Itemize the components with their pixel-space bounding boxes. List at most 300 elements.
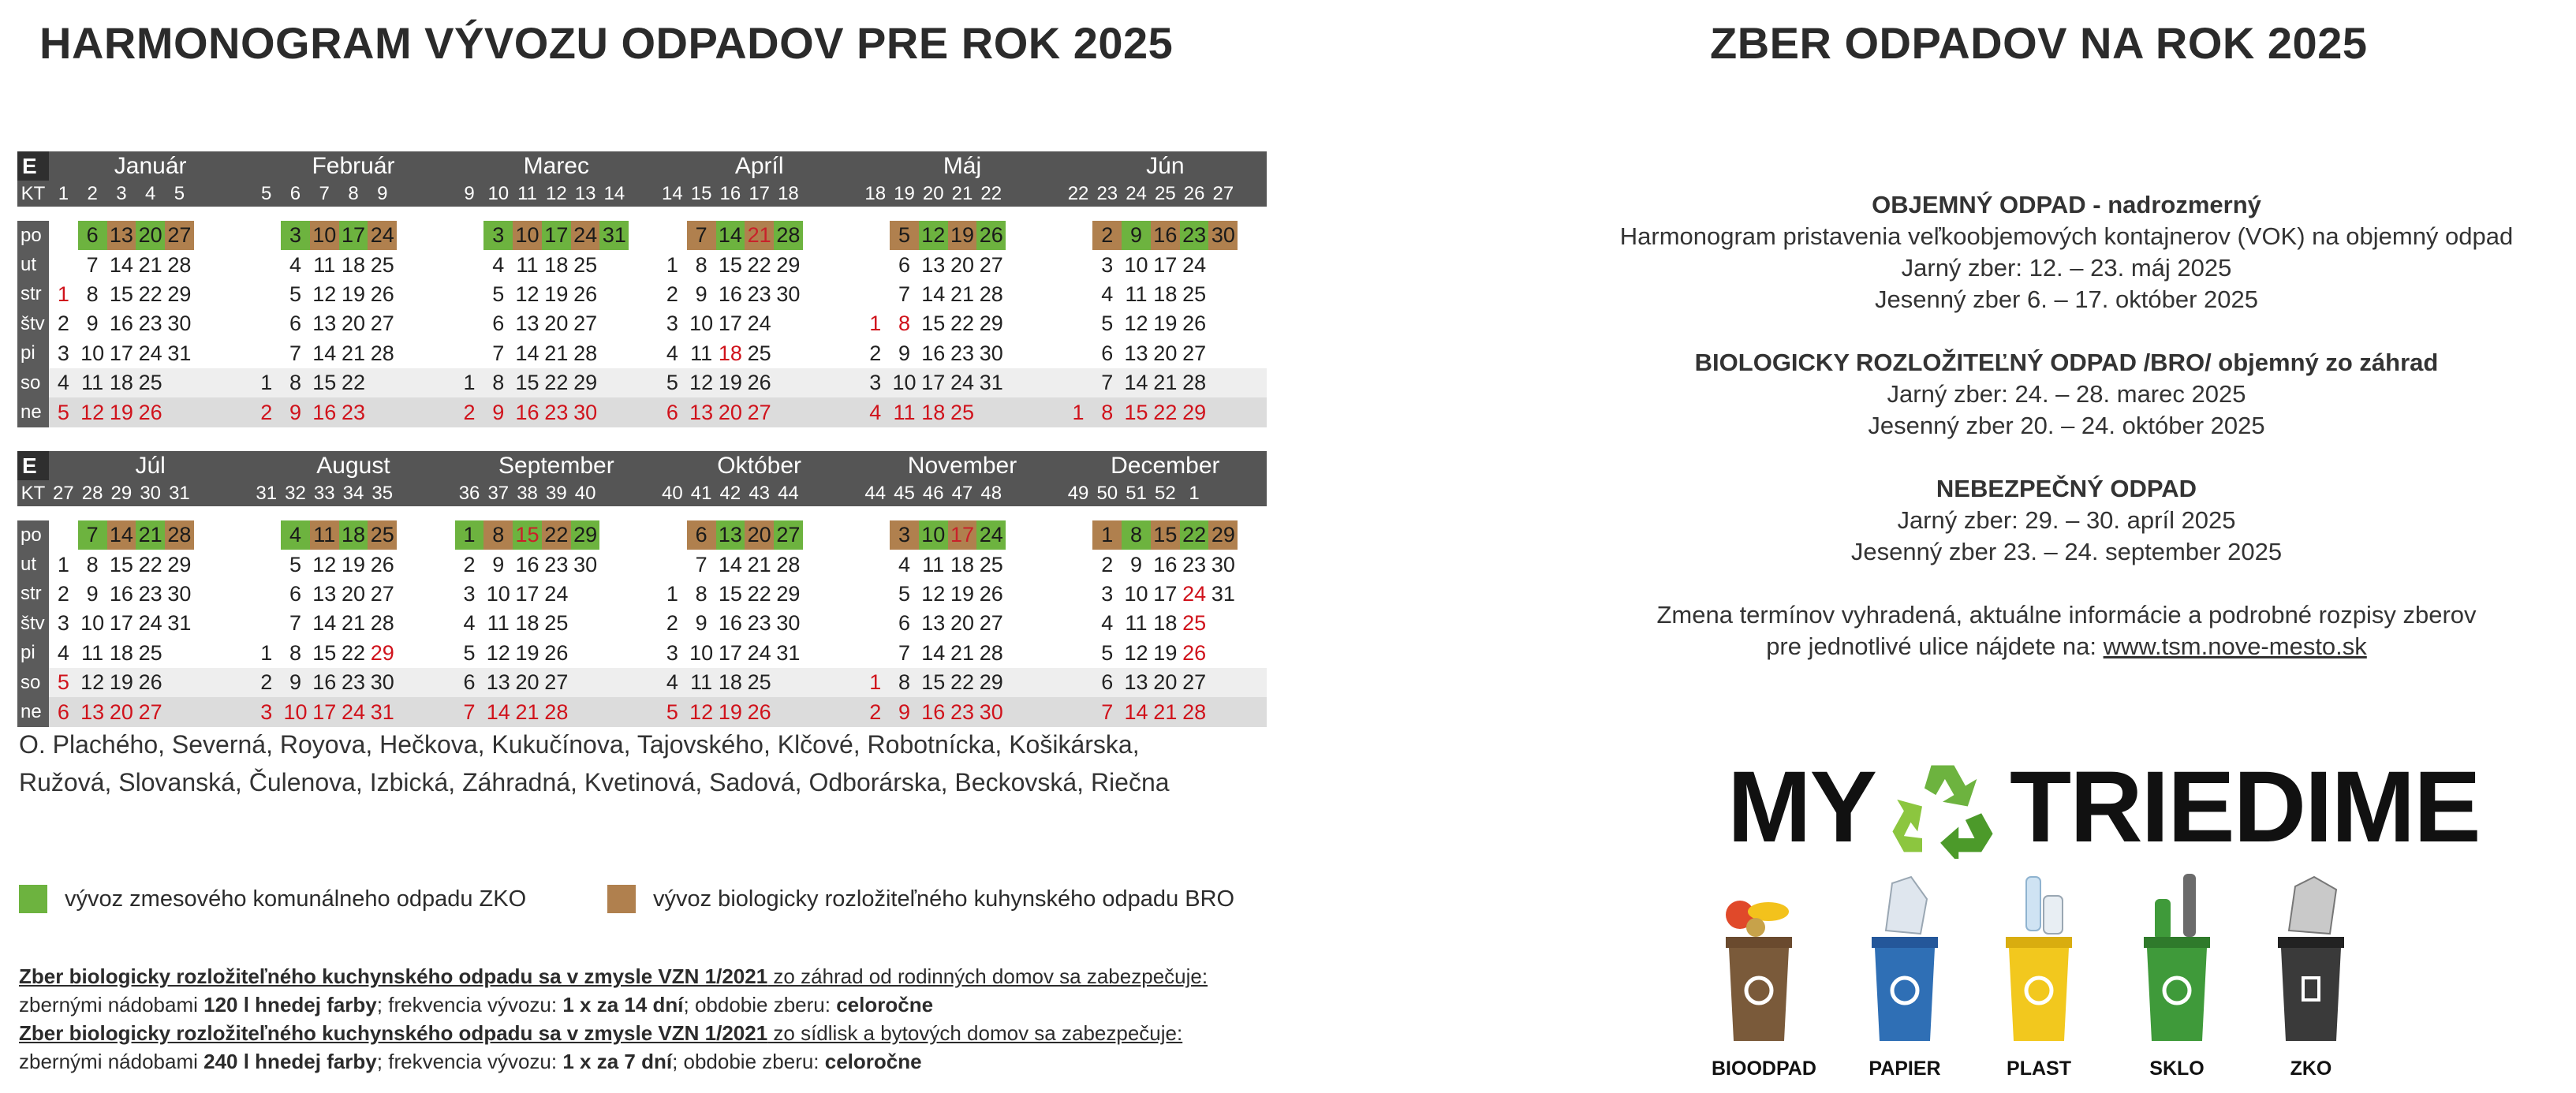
calendar-day <box>1208 639 1238 668</box>
week-number: 2 <box>78 181 107 207</box>
calendar-day: 1 <box>455 368 484 397</box>
week-gap <box>629 181 658 207</box>
week-number: 34 <box>339 480 368 506</box>
calendar-day <box>1208 339 1238 368</box>
week-gap <box>223 250 252 279</box>
calendar-day <box>252 580 281 609</box>
calendar-day: 17 <box>718 311 742 336</box>
week-gap <box>1035 520 1064 550</box>
calendar-day: 21 <box>745 221 774 250</box>
week-number: 44 <box>861 480 890 506</box>
calendar-day <box>658 550 687 579</box>
week-number <box>803 181 832 207</box>
calendar-day: 1 <box>57 552 69 576</box>
calendar-day <box>194 550 223 579</box>
logo-text-triedime: TRIEDIME <box>2010 751 2480 864</box>
calendar-day: 11 <box>1125 611 1148 636</box>
bulky-waste-section <box>1499 189 2576 315</box>
week-gap <box>1035 668 1064 697</box>
week-number: 16 <box>716 181 745 207</box>
calendar-day <box>976 397 1006 427</box>
week-number: 48 <box>976 480 1006 506</box>
calendar-day: 10 <box>80 341 105 365</box>
calendar-day: 14 <box>107 520 136 550</box>
calendar-day: 23 <box>1180 221 1209 250</box>
calendar-day: 19 <box>716 697 745 726</box>
calendar-day: 15 <box>1122 397 1151 427</box>
calendar-day: 24 <box>138 341 162 365</box>
calendar-day: 28 <box>370 611 394 636</box>
calendar-day: 9 <box>695 611 707 636</box>
calendar-day: 22 <box>341 640 366 665</box>
calendar-day: 27 <box>1180 668 1209 697</box>
week-number: 44 <box>774 480 803 506</box>
week-gap <box>1238 550 1267 579</box>
calendar-day <box>571 668 600 697</box>
calendar-day: 20 <box>1153 341 1178 365</box>
calendar-day: 14 <box>515 341 539 365</box>
calendar-day: 29 <box>776 252 801 277</box>
calendar-day: 26 <box>370 282 394 306</box>
week-gap <box>629 668 658 697</box>
calendar-day: 6 <box>289 581 301 606</box>
week-number: 4 <box>136 181 165 207</box>
week-gap <box>1035 250 1064 279</box>
kt-label: KT <box>17 181 49 207</box>
calendar-day: 6 <box>455 668 484 697</box>
week-number: 23 <box>1092 181 1122 207</box>
calendar-day: 25 <box>747 341 771 365</box>
week-gap <box>223 339 252 368</box>
paper-bin-icon <box>1857 867 1952 1049</box>
calendar-day <box>1064 639 1093 668</box>
calendar-day <box>252 221 281 250</box>
calendar-day: 16 <box>310 668 339 697</box>
calendar-day: 11 <box>487 611 510 636</box>
calendar-day: 2 <box>252 397 281 427</box>
week-number: 1 <box>1180 480 1209 506</box>
week-gap <box>629 309 658 338</box>
calendar-day: 15 <box>919 668 948 697</box>
week-gap <box>426 280 455 309</box>
calendar-day: 5 <box>49 397 78 427</box>
calendar-day <box>803 520 832 550</box>
calendar-day: 4 <box>57 640 69 665</box>
calendar-day <box>194 639 223 668</box>
calendar-day: 4 <box>666 341 678 365</box>
calendar-day <box>803 609 832 638</box>
calendar-day: 23 <box>542 397 571 427</box>
week-gap <box>832 181 861 207</box>
calendar-day: 15 <box>310 368 339 397</box>
calendar-day: 5 <box>1101 640 1114 665</box>
week-gap <box>832 280 861 309</box>
calendar-day: 5 <box>898 581 910 606</box>
week-gap <box>1238 280 1267 309</box>
calendar-day <box>397 368 426 397</box>
bin-label: BIOODPAD <box>1712 1058 1816 1080</box>
week-gap <box>629 250 658 279</box>
calendar-day <box>397 580 426 609</box>
month-name: Máj <box>861 151 1063 181</box>
calendar-day <box>599 397 629 427</box>
calendar-day: 12 <box>1124 311 1148 336</box>
calendar-day: 8 <box>1092 397 1122 427</box>
section-line: Jarný zber: 29. – 30. apríl 2025 <box>1897 506 2236 534</box>
calendar-day: 9 <box>86 581 99 606</box>
week-gap <box>832 339 861 368</box>
calendar-day <box>571 580 600 609</box>
calendar-day: 13 <box>312 311 337 336</box>
calendar-day: 14 <box>1122 368 1151 397</box>
calendar-day: 21 <box>138 252 162 277</box>
calendar-day: 25 <box>136 368 165 397</box>
week-number: 38 <box>513 480 542 506</box>
calendar-day: 26 <box>745 368 774 397</box>
calendar-day: 31 <box>167 611 192 636</box>
calendar-day <box>397 668 426 697</box>
week-gap <box>832 309 861 338</box>
calendar-day: 18 <box>950 552 975 576</box>
calendar-day <box>397 221 426 250</box>
calendar-day: 6 <box>658 397 687 427</box>
calendar-day <box>1064 520 1093 550</box>
calendar-day: 30 <box>1211 552 1235 576</box>
calendar-day: 1 <box>666 252 678 277</box>
info-line: pre jednotlivé ulice nájdete na: www.tsm.nove-mesto.sk <box>1766 632 2367 660</box>
week-number: 9 <box>368 181 397 207</box>
calendar-day <box>252 550 281 579</box>
week-gap <box>629 280 658 309</box>
calendar-day <box>252 250 281 279</box>
week-number: 14 <box>658 181 687 207</box>
calendar-day <box>861 580 890 609</box>
note-line: Zber biologicky rozložiteľného kuchynského odpadu sa v zmysle VZN 1/2021 zo sídlisk a bytových domov sa zabezpečuje: <box>19 1021 1183 1045</box>
week-gap <box>223 221 252 250</box>
week-number <box>397 480 426 506</box>
website-link[interactable]: www.tsm.nove-mesto.sk <box>2103 632 2367 660</box>
calendar-day <box>194 309 223 338</box>
calendar-day: 20 <box>136 221 165 250</box>
calendar-day: 20 <box>950 252 975 277</box>
brown-swatch <box>607 885 636 913</box>
calendar-day: 27 <box>979 611 1003 636</box>
calendar-day: 14 <box>716 221 745 250</box>
calendar-day: 17 <box>515 581 539 606</box>
section-title: OBJEMNÝ ODPAD - nadrozmerný <box>1872 191 2261 218</box>
calendar-day: 29 <box>571 368 600 397</box>
calendar-day <box>1064 309 1093 338</box>
calendar-day <box>194 280 223 309</box>
week-gap <box>832 639 861 668</box>
week-gap <box>832 368 861 397</box>
calendar-day: 17 <box>948 520 977 550</box>
calendar-day: 13 <box>921 611 946 636</box>
calendar-day <box>1064 221 1093 250</box>
calendar-day: 15 <box>718 581 742 606</box>
calendar-day: 5 <box>289 282 301 306</box>
calendar-day: 29 <box>776 581 801 606</box>
calendar-day <box>599 697 629 726</box>
day-label: so <box>17 368 49 397</box>
calendar-day: 1 <box>57 282 69 306</box>
week-number: 26 <box>1180 181 1209 207</box>
calendar-day: 24 <box>747 640 771 665</box>
calendar-day: 9 <box>492 552 505 576</box>
calendar-day: 8 <box>890 668 919 697</box>
calendar-day: 17 <box>339 221 368 250</box>
calendar-day: 27 <box>1182 341 1207 365</box>
calendar-day: 23 <box>138 311 162 336</box>
calendar-day: 22 <box>138 552 162 576</box>
week-number: 22 <box>1064 181 1093 207</box>
week-gap <box>1035 550 1064 579</box>
month-name: August <box>252 451 454 480</box>
calendar-day <box>1208 697 1238 726</box>
calendar-day: 13 <box>483 668 513 697</box>
week-gap <box>1238 480 1267 506</box>
calendar-day: 10 <box>689 311 714 336</box>
calendar-day: 6 <box>49 697 78 726</box>
week-gap <box>1238 221 1267 250</box>
calendar-day: 2 <box>861 697 890 726</box>
calendar-day <box>861 250 890 279</box>
calendar-day: 11 <box>687 668 716 697</box>
calendar-day: 28 <box>774 221 803 250</box>
calendar-day <box>774 697 803 726</box>
week-gap <box>1238 697 1267 726</box>
calendar-day: 10 <box>80 611 105 636</box>
calendar-day <box>803 309 832 338</box>
info-line: Zmena termínov vyhradená, aktuálne informácie a podrobné rozpisy zberov <box>1656 601 2477 629</box>
calendar-day: 1 <box>252 368 281 397</box>
calendar-day: 27 <box>370 581 394 606</box>
calendar-day: 23 <box>948 697 977 726</box>
calendar-day <box>599 368 629 397</box>
calendar-day: 14 <box>921 640 946 665</box>
week-number: 36 <box>455 480 484 506</box>
calendar-day: 8 <box>483 368 513 397</box>
calendar-day <box>455 221 484 250</box>
recycle-icon <box>1883 756 2002 859</box>
calendar-day: 4 <box>1101 611 1114 636</box>
week-number: 8 <box>339 181 368 207</box>
week-gap <box>1035 397 1064 427</box>
calendar-day: 22 <box>950 311 975 336</box>
week-number <box>1006 181 1035 207</box>
calendar-day <box>194 609 223 638</box>
calendar-day: 7 <box>86 252 99 277</box>
month-name: Október <box>658 451 861 480</box>
calendar-day: 16 <box>515 552 539 576</box>
calendar-day: 26 <box>544 640 569 665</box>
note-line: Zber biologicky rozložiteľného kuchynského odpadu sa v zmysle VZN 1/2021 zo záhrad od rodinných domov sa zabezpečuje: <box>19 964 1208 988</box>
week-number: 9 <box>455 181 484 207</box>
week-number: 1 <box>49 181 78 207</box>
week-gap <box>426 368 455 397</box>
calendar-day: 15 <box>109 282 133 306</box>
week-number: 14 <box>599 181 629 207</box>
calendar-day <box>599 639 629 668</box>
calendar-day: 7 <box>1092 697 1122 726</box>
calendar-day: 29 <box>167 552 192 576</box>
calendar-day: 7 <box>78 520 107 550</box>
week-gap <box>1035 309 1064 338</box>
week-gap <box>223 520 252 550</box>
calendar-day <box>455 339 484 368</box>
calendar-day: 14 <box>109 252 133 277</box>
calendar-day <box>49 520 78 550</box>
week-gap <box>426 309 455 338</box>
calendar-day: 27 <box>370 311 394 336</box>
calendar-day: 18 <box>341 252 366 277</box>
calendar-day: 18 <box>109 640 133 665</box>
legend-zko-label: vývoz zmesového komunálneho odpadu ZKO <box>65 886 527 912</box>
week-gap <box>223 668 252 697</box>
calendar-day: 8 <box>695 252 707 277</box>
calendar-day: 20 <box>107 697 136 726</box>
calendar-day: 1 <box>260 640 273 665</box>
calendar-day <box>165 668 194 697</box>
bin-sklo <box>2130 867 2224 1080</box>
bin-label: SKLO <box>2149 1058 2205 1080</box>
calendar-day: 12 <box>486 640 510 665</box>
calendar-day: 30 <box>976 697 1006 726</box>
calendar-day <box>397 550 426 579</box>
calendar-day <box>194 339 223 368</box>
calendar-day: 16 <box>1153 552 1178 576</box>
calendar-day: 27 <box>745 397 774 427</box>
calendar-day <box>1064 339 1093 368</box>
calendar-day <box>397 280 426 309</box>
calendar-day <box>397 697 426 726</box>
calendar-day: 7 <box>898 282 910 306</box>
calendar-day: 25 <box>948 397 977 427</box>
calendar-day: 28 <box>542 697 571 726</box>
calendar-day: 6 <box>1092 668 1122 697</box>
week-gap <box>426 339 455 368</box>
calendar-day: 24 <box>1182 252 1207 277</box>
calendar-day <box>803 280 832 309</box>
calendar-day <box>1064 609 1093 638</box>
calendar-day: 22 <box>1180 520 1209 550</box>
week-gap <box>1238 309 1267 338</box>
calendar-day: 1 <box>869 311 882 336</box>
week-gap <box>629 397 658 427</box>
calendar-day: 21 <box>950 282 975 306</box>
section-line: Jarný zber: 12. – 23. máj 2025 <box>1901 254 2232 282</box>
week-gap <box>223 697 252 726</box>
my-triedime-logo <box>1727 749 2480 865</box>
calendar-day: 25 <box>370 252 394 277</box>
calendar-day: 27 <box>542 668 571 697</box>
calendar-day: 4 <box>289 252 301 277</box>
calendar-day: 11 <box>313 252 336 277</box>
week-number: 30 <box>136 480 165 506</box>
week-number: 35 <box>368 480 397 506</box>
calendar-day: 7 <box>1092 368 1122 397</box>
calendar-day: 16 <box>310 397 339 427</box>
calendar-day <box>397 309 426 338</box>
calendar-day <box>455 250 484 279</box>
section-line: Jarný zber: 24. – 28. marec 2025 <box>1887 380 2246 408</box>
calendar-day <box>803 580 832 609</box>
calendar-day: 24 <box>544 581 569 606</box>
street-list-line: O. Plachého, Severná, Royova, Hečkova, Kukučínova, Tajovského, Klčové, Robotnícka, Košikárska, <box>19 730 1140 759</box>
calendar-day: 3 <box>1101 581 1114 606</box>
calendar-day: 26 <box>573 282 598 306</box>
calendar-day: 13 <box>716 520 745 550</box>
week-number: 33 <box>310 480 339 506</box>
week-gap <box>1035 181 1064 207</box>
week-number <box>1208 480 1238 506</box>
week-number: 39 <box>542 480 571 506</box>
day-label: ut <box>17 250 49 279</box>
calendar-day: 29 <box>1208 520 1238 550</box>
calendar-day: 5 <box>49 668 78 697</box>
calendar-day: 11 <box>78 368 107 397</box>
calendar-day <box>803 368 832 397</box>
calendar-day: 11 <box>516 252 539 277</box>
calendar-day <box>397 639 426 668</box>
calendar-day <box>194 697 223 726</box>
section-line: Jesenný zber 20. – 24. október 2025 <box>1868 412 2265 439</box>
calendar-day: 8 <box>695 581 707 606</box>
calendar-day: 21 <box>544 341 569 365</box>
calendar-day: 15 <box>109 552 133 576</box>
day-label: štv <box>17 309 49 338</box>
calendar-day <box>803 639 832 668</box>
mixed-waste-bin-icon <box>2264 867 2358 1049</box>
calendar-day: 20 <box>716 397 745 427</box>
week-gap <box>223 580 252 609</box>
calendar-day <box>165 639 194 668</box>
calendar-day: 26 <box>745 697 774 726</box>
bin-label: PAPIER <box>1869 1058 1941 1080</box>
calendar-day: 31 <box>167 341 192 365</box>
week-gap <box>1238 609 1267 638</box>
week-gap <box>629 580 658 609</box>
calendar-day <box>1064 280 1093 309</box>
calendar-day <box>1208 250 1238 279</box>
calendar-day: 25 <box>1182 611 1207 636</box>
calendar-day <box>194 221 223 250</box>
calendar-day: 3 <box>890 520 919 550</box>
calendar-day: 5 <box>289 552 301 576</box>
calendar-day: 18 <box>1153 611 1178 636</box>
week-gap <box>1035 339 1064 368</box>
left-title: HARMONOGRAM VÝVOZU ODPADOV PRE ROK 2025 <box>39 18 1174 68</box>
hazardous-waste-section <box>1499 473 2576 568</box>
month-name: Jún <box>1064 151 1267 181</box>
calendar-day: 6 <box>687 520 716 550</box>
calendar-day: 4 <box>1101 282 1114 306</box>
week-number: 22 <box>976 181 1006 207</box>
calendar-day: 13 <box>78 697 107 726</box>
calendar-day: 25 <box>979 552 1003 576</box>
calendar-day <box>1208 609 1238 638</box>
calendar-day <box>861 280 890 309</box>
week-gap <box>426 639 455 668</box>
week-number <box>397 181 426 207</box>
calendar-day: 22 <box>747 252 771 277</box>
week-gap <box>832 221 861 250</box>
calendar-day: 28 <box>776 552 801 576</box>
calendar-day: 9 <box>1122 221 1151 250</box>
section-title: NEBEZPEČNÝ ODPAD <box>1936 475 2197 502</box>
calendar-day: 25 <box>573 252 598 277</box>
calendar-day: 13 <box>515 311 539 336</box>
